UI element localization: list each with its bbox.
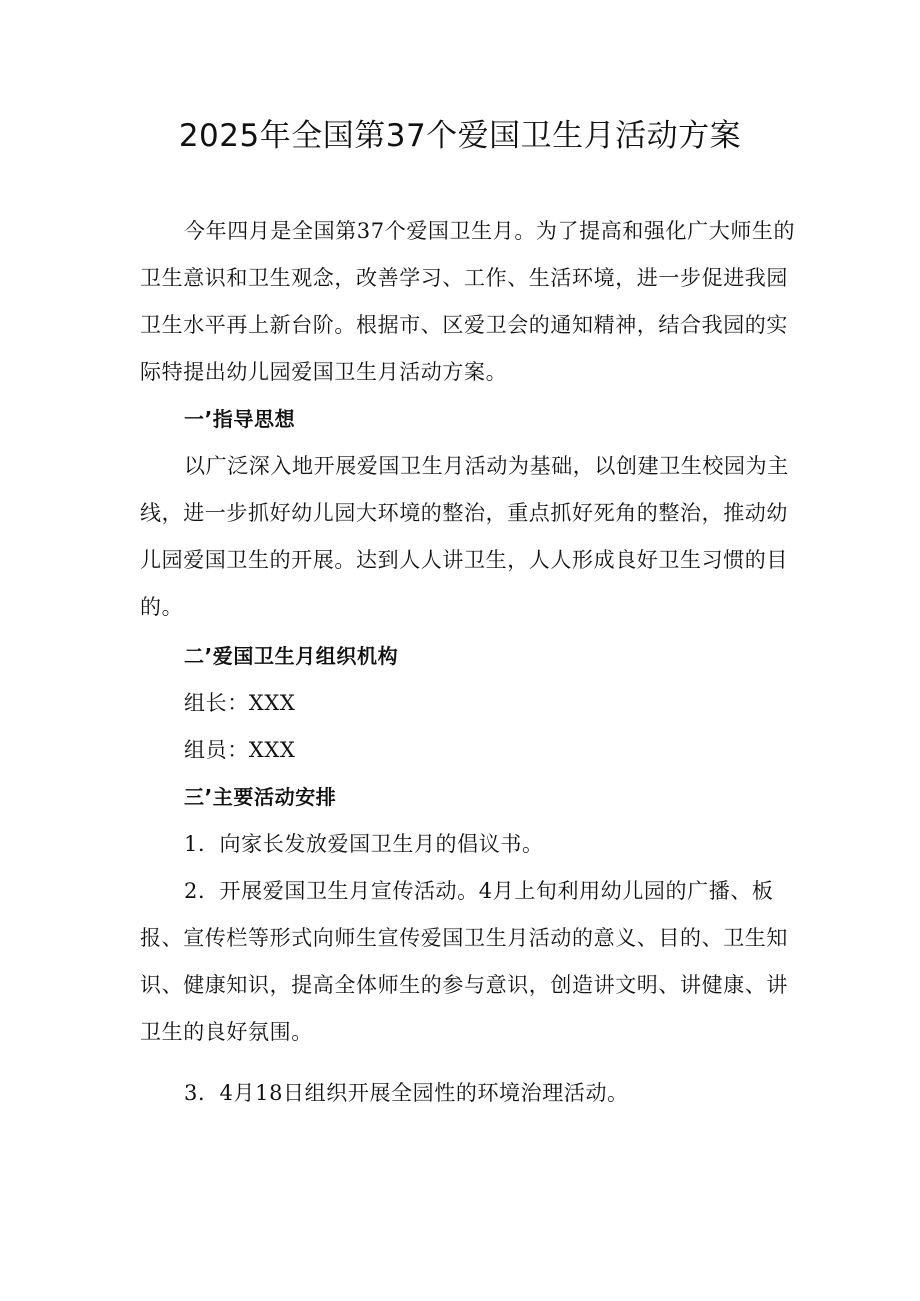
- activity-item-3: 3．4月18日组织开展全园性的环境治理活动。: [184, 1081, 629, 1105]
- activity-item-2: 2．开展爱国卫生月宣传活动。4月上旬利用幼儿园的广播、板报、宣传栏等形式向师生宣传爱国卫生月活动的意义、目的、卫生知识、健康知识，提高全体师生的参与意识，创造讲文明、讲健康、讲卫生的良好氛围。: [140, 879, 788, 1044]
- guiding-ideology-paragraph: 以广泛深入地开展爱国卫生月活动为基础，以创建卫生校园为主线，进一步抓好幼儿园大环境的整治，重点抓好死角的整治，推动幼儿园爱国卫生的开展。达到人人讲卫生，人人形成良好卫生习惯的目的。: [140, 454, 789, 619]
- section-heading-organization: 二’爱国卫生月组织机构: [184, 644, 399, 668]
- section-heading-guiding-ideology: 一’指导思想: [184, 407, 296, 431]
- activity-item-1: 1．向家长发放爱国卫生月的倡议书。: [184, 832, 544, 856]
- intro-paragraph: 今年四月是全国第37个爱国卫生月。为了提高和强化广大师生的卫生意识和卫生观念，改善学习、工作、生活环境，进一步促进我园卫生水平再上新台阶。根据市、区爱卫会的通知精神，结合我园的实际特提出幼儿园爱国卫生月活动方案。: [140, 219, 796, 384]
- organization-leader: 组长：XXX: [184, 691, 296, 715]
- organization-member: 组员：XXX: [184, 738, 296, 762]
- document-title: 2025年全国第37个爱国卫生月活动方案: [178, 118, 742, 154]
- section-heading-activities: 三’主要活动安排: [184, 785, 337, 809]
- document-body: [140, 208, 800, 1117]
